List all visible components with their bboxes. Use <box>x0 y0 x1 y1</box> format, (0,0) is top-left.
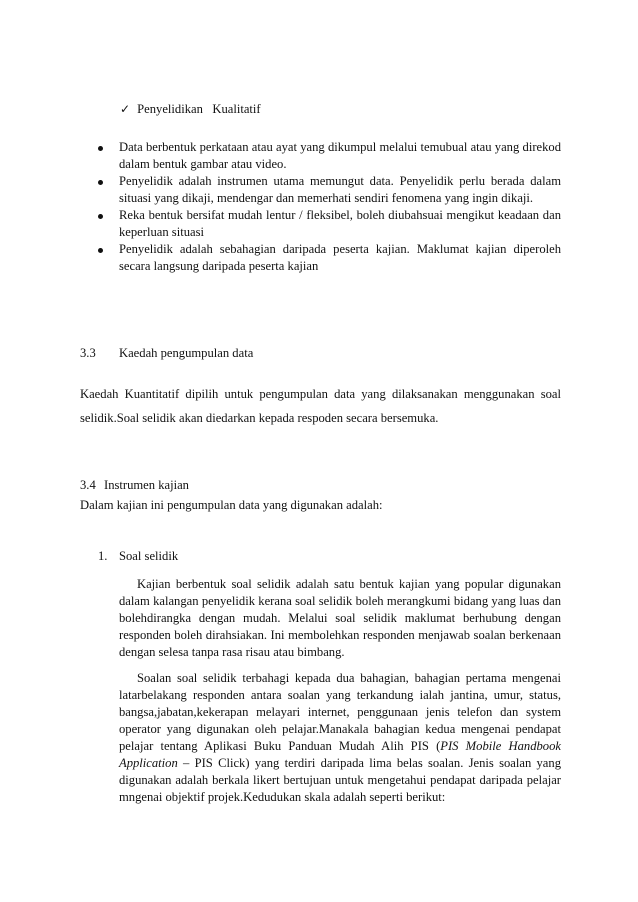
bullet-1-line-2: dalam bentuk gambar atau video. <box>119 157 287 171</box>
bullet-4-line-2: secara langsung daripada peserta kajian <box>119 259 319 273</box>
bullet-3-line-1: Reka bentuk bersifat mudah lentur / fleksibel, boleh diubahsuai mengikut keadaan dan <box>119 208 561 222</box>
item-1-para1-line-1: Kajian berbentuk soal selidik adalah satu bentuk kajian yang popular digunakan <box>137 577 561 591</box>
checkmark-icon: ✓ <box>120 102 131 116</box>
item-1-number: 1. <box>98 549 108 563</box>
item-1-para2-line-8: mngenai objektif projek.Kedudukan skala adalah seperti berikut: <box>119 790 446 804</box>
line-6-italic: Application <box>119 756 178 770</box>
item-1-para1-line-2: dalam kalangan penyelidik kerana soal selidik boleh merangkumi bidang yang luas dan <box>119 594 561 608</box>
item-1-para2-line-2: latarbelakang responden antara soalan yang terkandung ialah jantina, umur, status, <box>119 688 561 702</box>
section-3-4-intro: Dalam kajian ini pengumpulan data yang digunakan adalah: <box>80 498 383 512</box>
item-1-para1-line-5: dengan selesa tanpa rasa risau atau bimbang. <box>119 645 345 659</box>
bullet-4-line-1: Penyelidik adalah sebahagian daripada peserta kajian. Maklumat kajian diperoleh <box>119 242 561 256</box>
section-3-4-title: Instrumen kajian <box>104 478 189 492</box>
bullet-2-line-1: Penyelidik adalah instrumen utama memungut data. Penyelidik perlu berada dalam <box>119 174 561 188</box>
bullet-1-line-1: Data berbentuk perkataan atau ayat yang dikumpul melalui temubual atau yang direkod <box>119 140 561 154</box>
item-1-para1-line-3: bolehdirangka dengan mudah. Melalui soal selidik maklumat berhubung dengan <box>119 611 561 625</box>
section-3-3-number: 3.3 <box>80 346 96 360</box>
line-5-italic: PIS Mobile Handbook <box>440 739 561 753</box>
bullet-icon <box>98 248 103 253</box>
bullet-icon <box>98 180 103 185</box>
subsection-heading <box>120 101 420 117</box>
item-1-para2-line-7: digunakan adalah berkala likert bertujuan untuk mengetahui pendapat daripada pelajar <box>119 773 561 787</box>
item-1-title: Soal selidik <box>119 549 179 563</box>
item-1-para2-line-1: Soalan soal selidik terbahagi kepada dua bahagian, bahagian pertama mengenai <box>137 671 561 685</box>
item-1-para1-line-4: responden boleh dirahsiakan. Ini membolehkan responden menjawab soalan berkenaan <box>119 628 561 642</box>
section-3-3-title: Kaedah pengumpulan data <box>119 346 254 360</box>
line-5-text: pelajar tentang Aplikasi Buku Panduan Mudah Alih PIS ( <box>119 739 441 753</box>
line-6-text: – PIS Click) yang terdiri daripada lima belas soalan. Jenis soalan yang <box>177 756 561 770</box>
item-1-para2-line-3: bangsa,jabatan,kekerapan melayari internet, penggunaan jenis telefon dan system <box>119 705 561 719</box>
item-1-para2-line-4: operator yang digunakan oleh pelajar.Manakala bahagian kedua mengenai pendapat <box>119 722 561 736</box>
subsection-title: Penyelidikan Kualitatif <box>137 102 261 116</box>
item-1-para2-line-6 <box>119 755 561 771</box>
item-1-para2-line-5 <box>119 738 561 754</box>
bullet-2-line-2: situasi yang dikaji, mendengar dan memerhati sendiri fenomena yang ingin dikaji. <box>119 191 534 205</box>
section-3-4-number: 3.4 <box>80 478 96 492</box>
section-3-3-para-line-1: Kaedah Kuantitatif dipilih untuk pengumpulan data yang dilaksanakan menggunakan soal <box>80 387 561 401</box>
section-3-3-para-line-2: selidik.Soal selidik akan diedarkan kepada respoden secara bersemuka. <box>80 411 439 425</box>
bullet-icon <box>98 146 103 151</box>
bullet-icon <box>98 214 103 219</box>
bullet-3-line-2: keperluan situasi <box>119 225 204 239</box>
